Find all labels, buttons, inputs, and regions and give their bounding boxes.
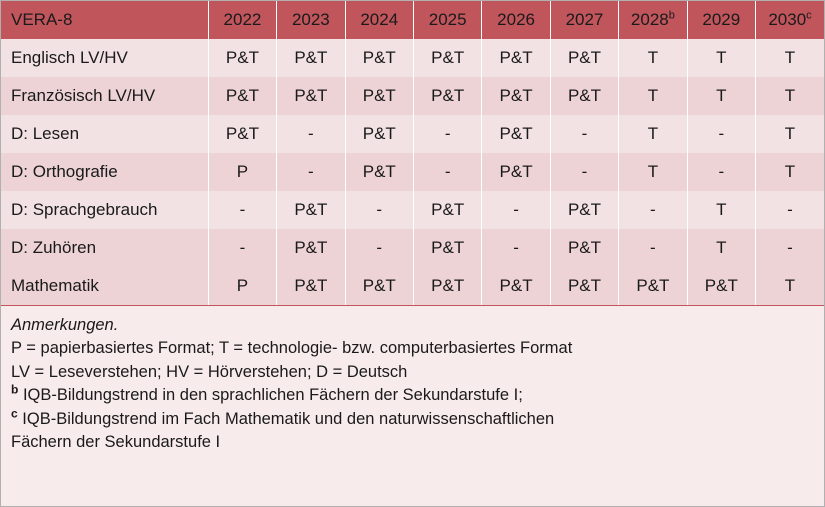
column-header-2026 [482,1,550,39]
cell: P&T [208,39,276,77]
cell: T [619,39,687,77]
cell: T [687,39,755,77]
table-row [1,153,824,191]
table-header [1,1,824,39]
cell: - [208,229,276,267]
cell: P&T [550,267,618,306]
year-label: 2030 [768,10,807,29]
cell: P&T [277,267,345,306]
cell: P&T [413,77,481,115]
cell: P&T [550,39,618,77]
year-label: 2023 [291,10,330,29]
cell: P&T [277,39,345,77]
table-row [1,191,824,229]
cell: - [413,115,481,153]
cell: P&T [208,115,276,153]
cell: T [756,153,825,191]
cell: T [756,115,825,153]
year-footnote-mark: c [806,9,812,22]
cell: - [550,115,618,153]
cell: T [756,77,825,115]
cell: P&T [345,115,413,153]
cell: T [687,191,755,229]
cell: P&T [413,39,481,77]
cell: P&T [413,267,481,306]
corner-header-label: VERA-8 [1,1,208,39]
year-label: 2028 [630,10,669,29]
header-row [1,1,824,39]
notes-footnote-c-continued: Fächern der Sekundarstufe I [11,433,221,452]
year-label: 2025 [428,10,467,29]
cell: P&T [413,191,481,229]
cell: - [550,153,618,191]
column-header-2022 [208,1,276,39]
footnote-b-text: IQB-Bildungstrend in den sprachlichen Fächern der Sekundarstufe I; [22,386,523,405]
column-header-2028 [619,1,687,39]
vera8-schedule-table [1,1,824,306]
cell: T [619,115,687,153]
cell: - [756,229,825,267]
cell: P&T [550,77,618,115]
cell: T [619,77,687,115]
table-notes [1,306,824,461]
cell: P&T [619,267,687,306]
footnote-c-text: IQB-Bildungstrend im Fach Mathematik und den naturwissenschaftlichen [22,409,555,428]
cell: P&T [687,267,755,306]
notes-footnote-b [11,384,814,407]
cell: P&T [277,77,345,115]
cell: P [208,267,276,306]
row-label-englisch: Englisch LV/HV [1,39,208,77]
cell: - [756,191,825,229]
cell: P&T [550,191,618,229]
footnote-mark-b: b [11,382,19,397]
cell: P&T [413,229,481,267]
column-header-2029 [687,1,755,39]
cell: - [208,191,276,229]
notes-heading: Anmerkungen. [11,316,119,334]
cell: P&T [345,153,413,191]
table-row [1,115,824,153]
notes-footnote-c [11,408,814,431]
cell: P&T [345,267,413,306]
table-row [1,39,824,77]
cell: T [687,229,755,267]
cell: - [345,229,413,267]
cell: T [756,39,825,77]
cell: - [687,115,755,153]
cell: - [277,115,345,153]
row-label-d-sprachgebrauch: D: Sprachgebrauch [1,191,208,229]
cell: T [619,153,687,191]
cell: - [482,229,550,267]
row-label-franzoesisch: Französisch LV/HV [1,77,208,115]
table-body [1,39,824,306]
table-row [1,77,824,115]
row-label-d-zuhoeren: D: Zuhören [1,229,208,267]
table-row [1,229,824,267]
table-row [1,267,824,306]
cell: P&T [550,229,618,267]
cell: P&T [482,153,550,191]
cell: - [619,191,687,229]
cell: P&T [277,191,345,229]
cell: P&T [482,39,550,77]
cell: - [619,229,687,267]
year-label: 2029 [702,10,741,29]
cell: P&T [345,39,413,77]
row-label-mathematik: Mathematik [1,267,208,306]
footnote-mark-c: c [11,406,18,421]
year-footnote-mark: b [668,9,675,22]
cell: P [208,153,276,191]
notes-line-abbreviations: LV = Leseverstehen; HV = Hörverstehen; D = Deutsch [11,362,408,381]
column-header-2030 [756,1,825,39]
year-label: 2027 [565,10,604,29]
cell: P&T [482,77,550,115]
column-header-2027 [550,1,618,39]
row-label-d-lesen: D: Lesen [1,115,208,153]
column-header-2024 [345,1,413,39]
cell: P&T [345,77,413,115]
cell: - [687,153,755,191]
year-label: 2024 [360,10,399,29]
cell: P&T [208,77,276,115]
column-header-2025 [413,1,481,39]
cell: - [413,153,481,191]
cell: - [277,153,345,191]
year-label: 2026 [497,10,535,29]
cell: - [345,191,413,229]
cell: T [687,77,755,115]
cell: T [756,267,825,306]
row-label-d-orthografie: D: Orthografie [1,153,208,191]
notes-line-formats: P = papierbasiertes Format; T = technologie- bzw. computerbasiertes Format [11,339,573,358]
year-label: 2022 [223,10,262,29]
cell: P&T [277,229,345,267]
cell: P&T [482,267,550,306]
column-header-2023 [277,1,345,39]
cell: P&T [482,115,550,153]
cell: - [482,191,550,229]
